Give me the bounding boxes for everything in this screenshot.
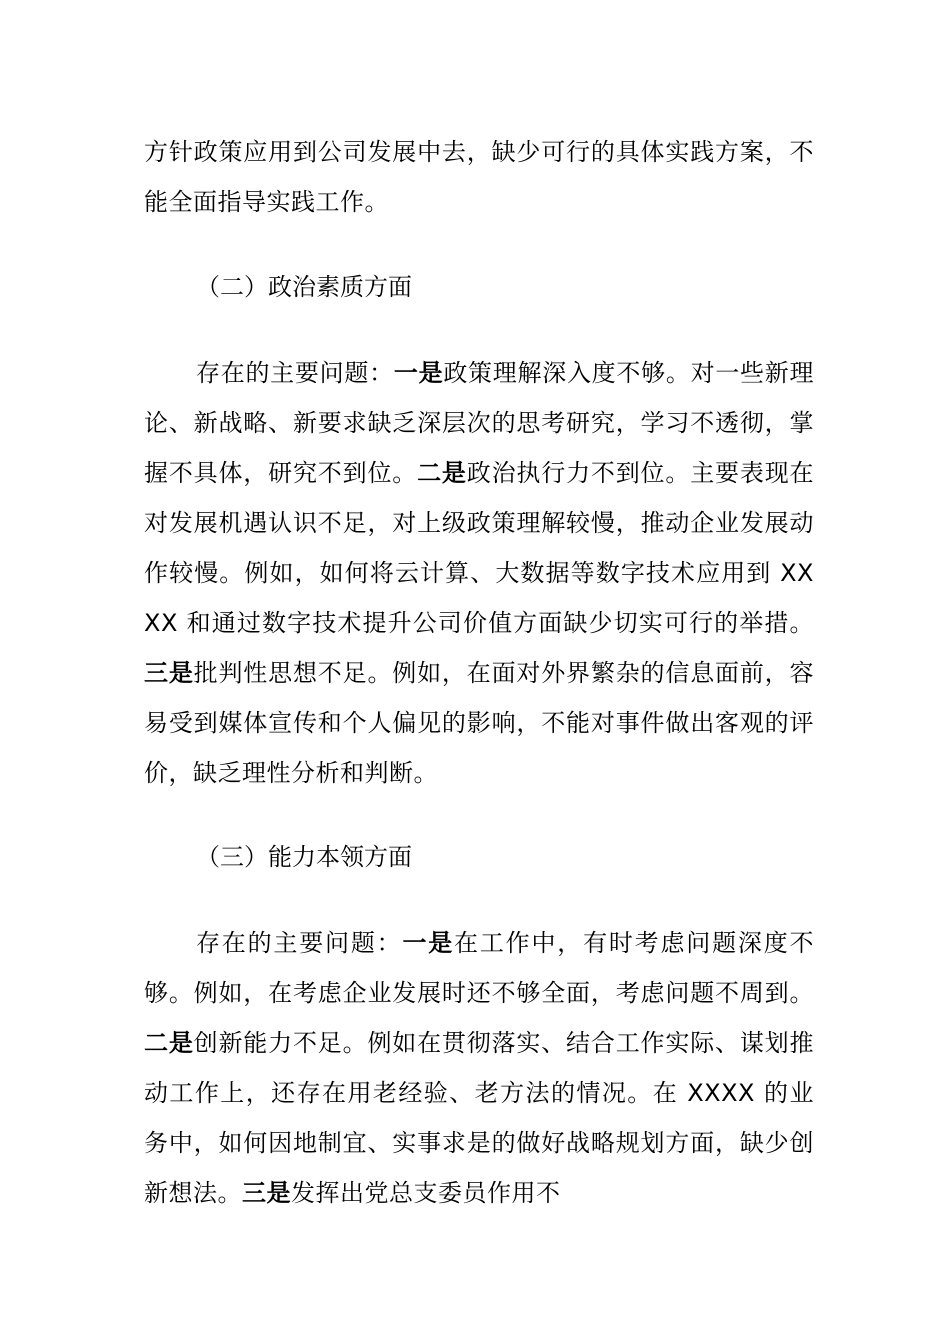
section3-point3-text: 发挥出党总支委员作用不 (291, 1179, 561, 1207)
section3-point2-text: 创新能力不足。例如在贯彻落实、结合工作实际、谋划推动工作上，还存在用老经验、老方法的情况。在 XXXX 的业务中，如何因地制宜、实事求是的做好战略规划方面，缺少创新想法。 (144, 1029, 815, 1207)
section3-point1-label: 一是 (402, 929, 455, 957)
section2-point1-label: 一是 (393, 359, 444, 387)
intro-paragraph (144, 127, 814, 227)
section2-point1-text: 政策理解深入度不够。对一些新理论、新战略、新要求缺乏深层次的思考研究，学习不透彻，掌握不具体，研究不到位。 (144, 359, 815, 487)
section2-point2-text: 政治执行力不到位。主要表现在对发展机遇认识不足，对上级政策理解较慢，推动企业发展动作较慢。例如，如何将云计算、大数据等数字技术应用到 XXXX 和通过数字技术提升公司价值方面缺少切实可行的举措。 (144, 459, 815, 637)
section2-point3-label: 三是 (144, 659, 194, 687)
intro-text: 方针政策应用到公司发展中去，缺少可行的具体实践方案，不能全面指导实践工作。 (144, 138, 814, 216)
section3-point3-label: 三是 (242, 1179, 291, 1207)
section2-paragraph (144, 348, 814, 798)
section2-heading: （二）政治素质方面 (196, 273, 412, 301)
section3-lead: 存在的主要问题： (196, 929, 403, 957)
section3-paragraph (144, 918, 814, 1218)
section3-point1-text: 在工作中，有时考虑问题深度不够。例如，在考虑企业发展时还不够全面，考虑问题不周到。 (144, 929, 815, 1007)
section2-point2-label: 二是 (417, 459, 467, 487)
section3-heading: （三）能力本领方面 (196, 843, 412, 871)
section2-point3-text: 批判性思想不足。例如，在面对外界繁杂的信息面前，容易受到媒体宣传和个人偏见的影响，不能对事件做出客观的评价，缺乏理性分析和判断。 (144, 659, 815, 787)
section2-lead: 存在的主要问题： (196, 359, 394, 387)
section3-point2-label: 二是 (144, 1029, 194, 1057)
